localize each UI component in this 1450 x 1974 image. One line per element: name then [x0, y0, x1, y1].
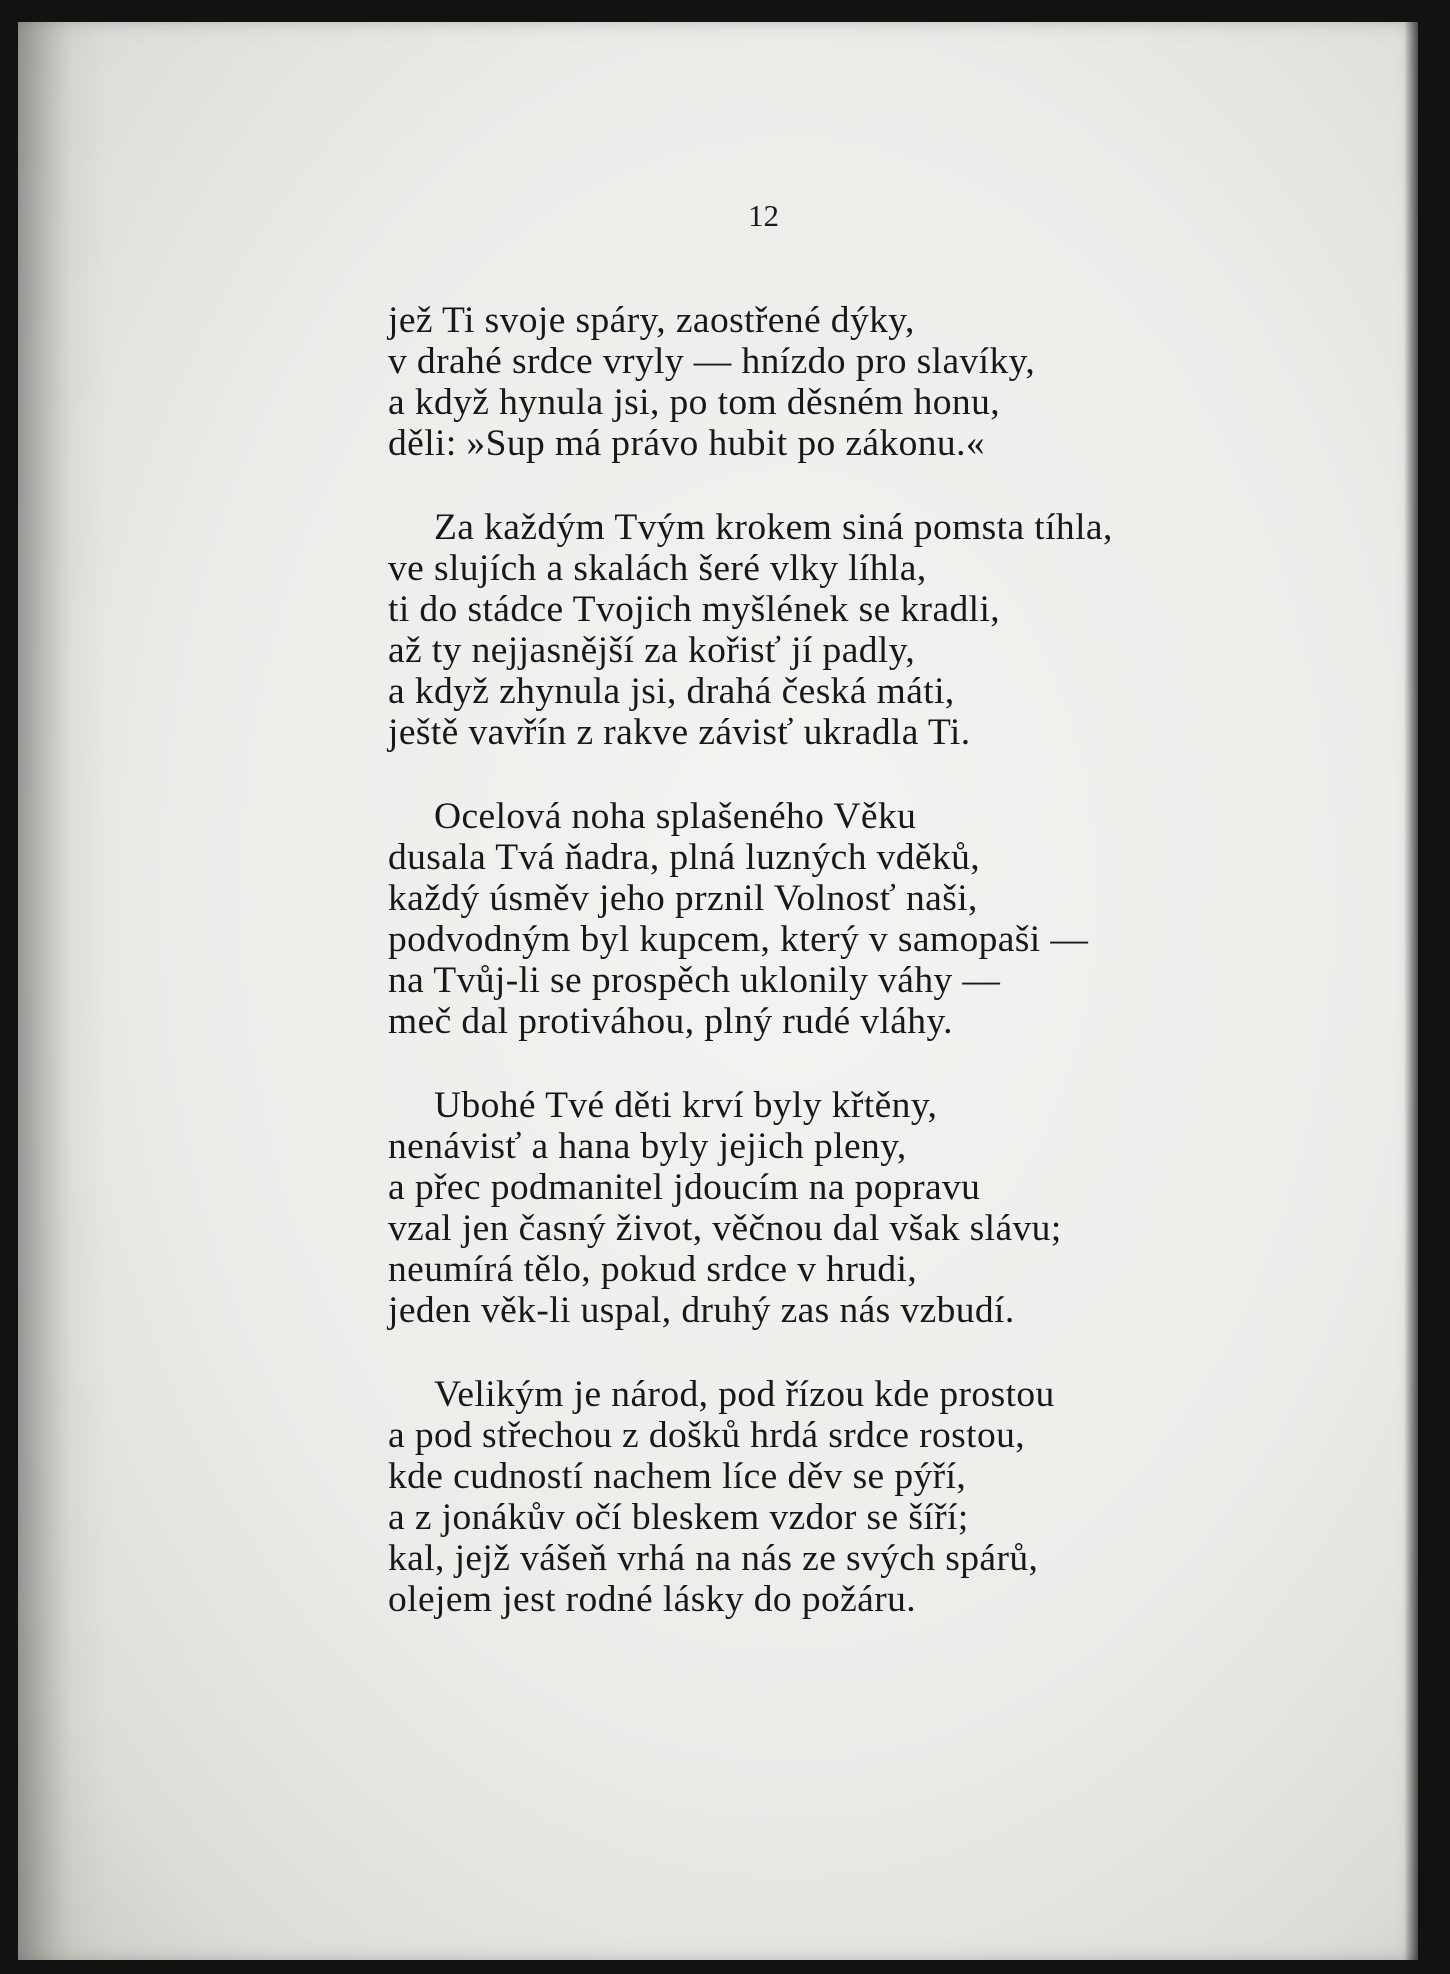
poem-line: ještě vavřín z rakve závisť ukradla Ti.	[388, 712, 971, 753]
poem-line: až ty nejjasnější za kořisť jí padly,	[388, 630, 916, 671]
poem-line: kal, jejž vášeň vrhá na nás ze svých spárů,	[388, 1538, 1039, 1579]
poem-line: a když zhynula jsi, drahá česká máti,	[388, 671, 955, 712]
poem-line: a přec podmanitel jdoucím na popravu	[388, 1167, 981, 1208]
poem-line: kde cudností nachem líce děv se pýří,	[388, 1456, 967, 1497]
poem-line: Velikým je národ, pod řízou kde prostou	[434, 1374, 1055, 1415]
poem-line: jež Ti svoje spáry, zaostřené dýky,	[388, 300, 915, 341]
poem-line: meč dal protiváhou, plný rudé vláhy.	[388, 1001, 953, 1042]
poem-line: ve slujích a skalách šeré vlky líhla,	[388, 548, 927, 589]
poem-line: Ubohé Tvé děti krví byly křtěny,	[434, 1085, 938, 1126]
poem-line: Za každým Tvým krokem siná pomsta tíhla,	[434, 507, 1113, 548]
poem-line: nenávisť a hana byly jejich pleny,	[388, 1126, 907, 1167]
poem-line: každý úsměv jeho prznil Volnosť naši,	[388, 878, 978, 919]
page-number: 12	[748, 198, 779, 233]
poem-line: neumírá tělo, pokud srdce v hrudi,	[388, 1249, 918, 1290]
poem-line: ti do stádce Tvojich myšlének se kradli,	[388, 589, 1001, 630]
stanza-4	[388, 1085, 1368, 1331]
poem-line: vzal jen časný život, věčnou dal však slávu;	[388, 1208, 1062, 1249]
stanza-3	[388, 796, 1368, 1042]
poem	[388, 300, 1368, 1663]
stanza-5	[388, 1374, 1368, 1620]
poem-line: děli: »Sup má právo hubit po zákonu.«	[388, 423, 986, 464]
poem-line: na Tvůj-li se prospěch uklonily váhy —	[388, 960, 1001, 1001]
page-edge-shadow	[1404, 22, 1418, 1960]
poem-line: a z jonákův očí bleskem vzdor se šíří;	[388, 1497, 969, 1538]
poem-line: a pod střechou z došků hrdá srdce rostou,	[388, 1415, 1026, 1456]
poem-line: jeden věk-li uspal, druhý zas nás vzbudí.	[388, 1290, 1015, 1331]
book-spine-shadow	[18, 22, 108, 1960]
stanza-1	[388, 300, 1368, 464]
poem-line: dusala Tvá ňadra, plná luzných vděků,	[388, 837, 981, 878]
poem-line: v drahé srdce vryly — hnízdo pro slavíky,	[388, 341, 1036, 382]
poem-line: olejem jest rodné lásky do požáru.	[388, 1579, 917, 1620]
stanza-2	[388, 507, 1368, 753]
poem-line: Ocelová noha splašeného Věku	[434, 796, 917, 837]
poem-line: a když hynula jsi, po tom děsném honu,	[388, 382, 1000, 423]
poem-line: podvodným byl kupcem, který v samopaši —	[388, 919, 1089, 960]
